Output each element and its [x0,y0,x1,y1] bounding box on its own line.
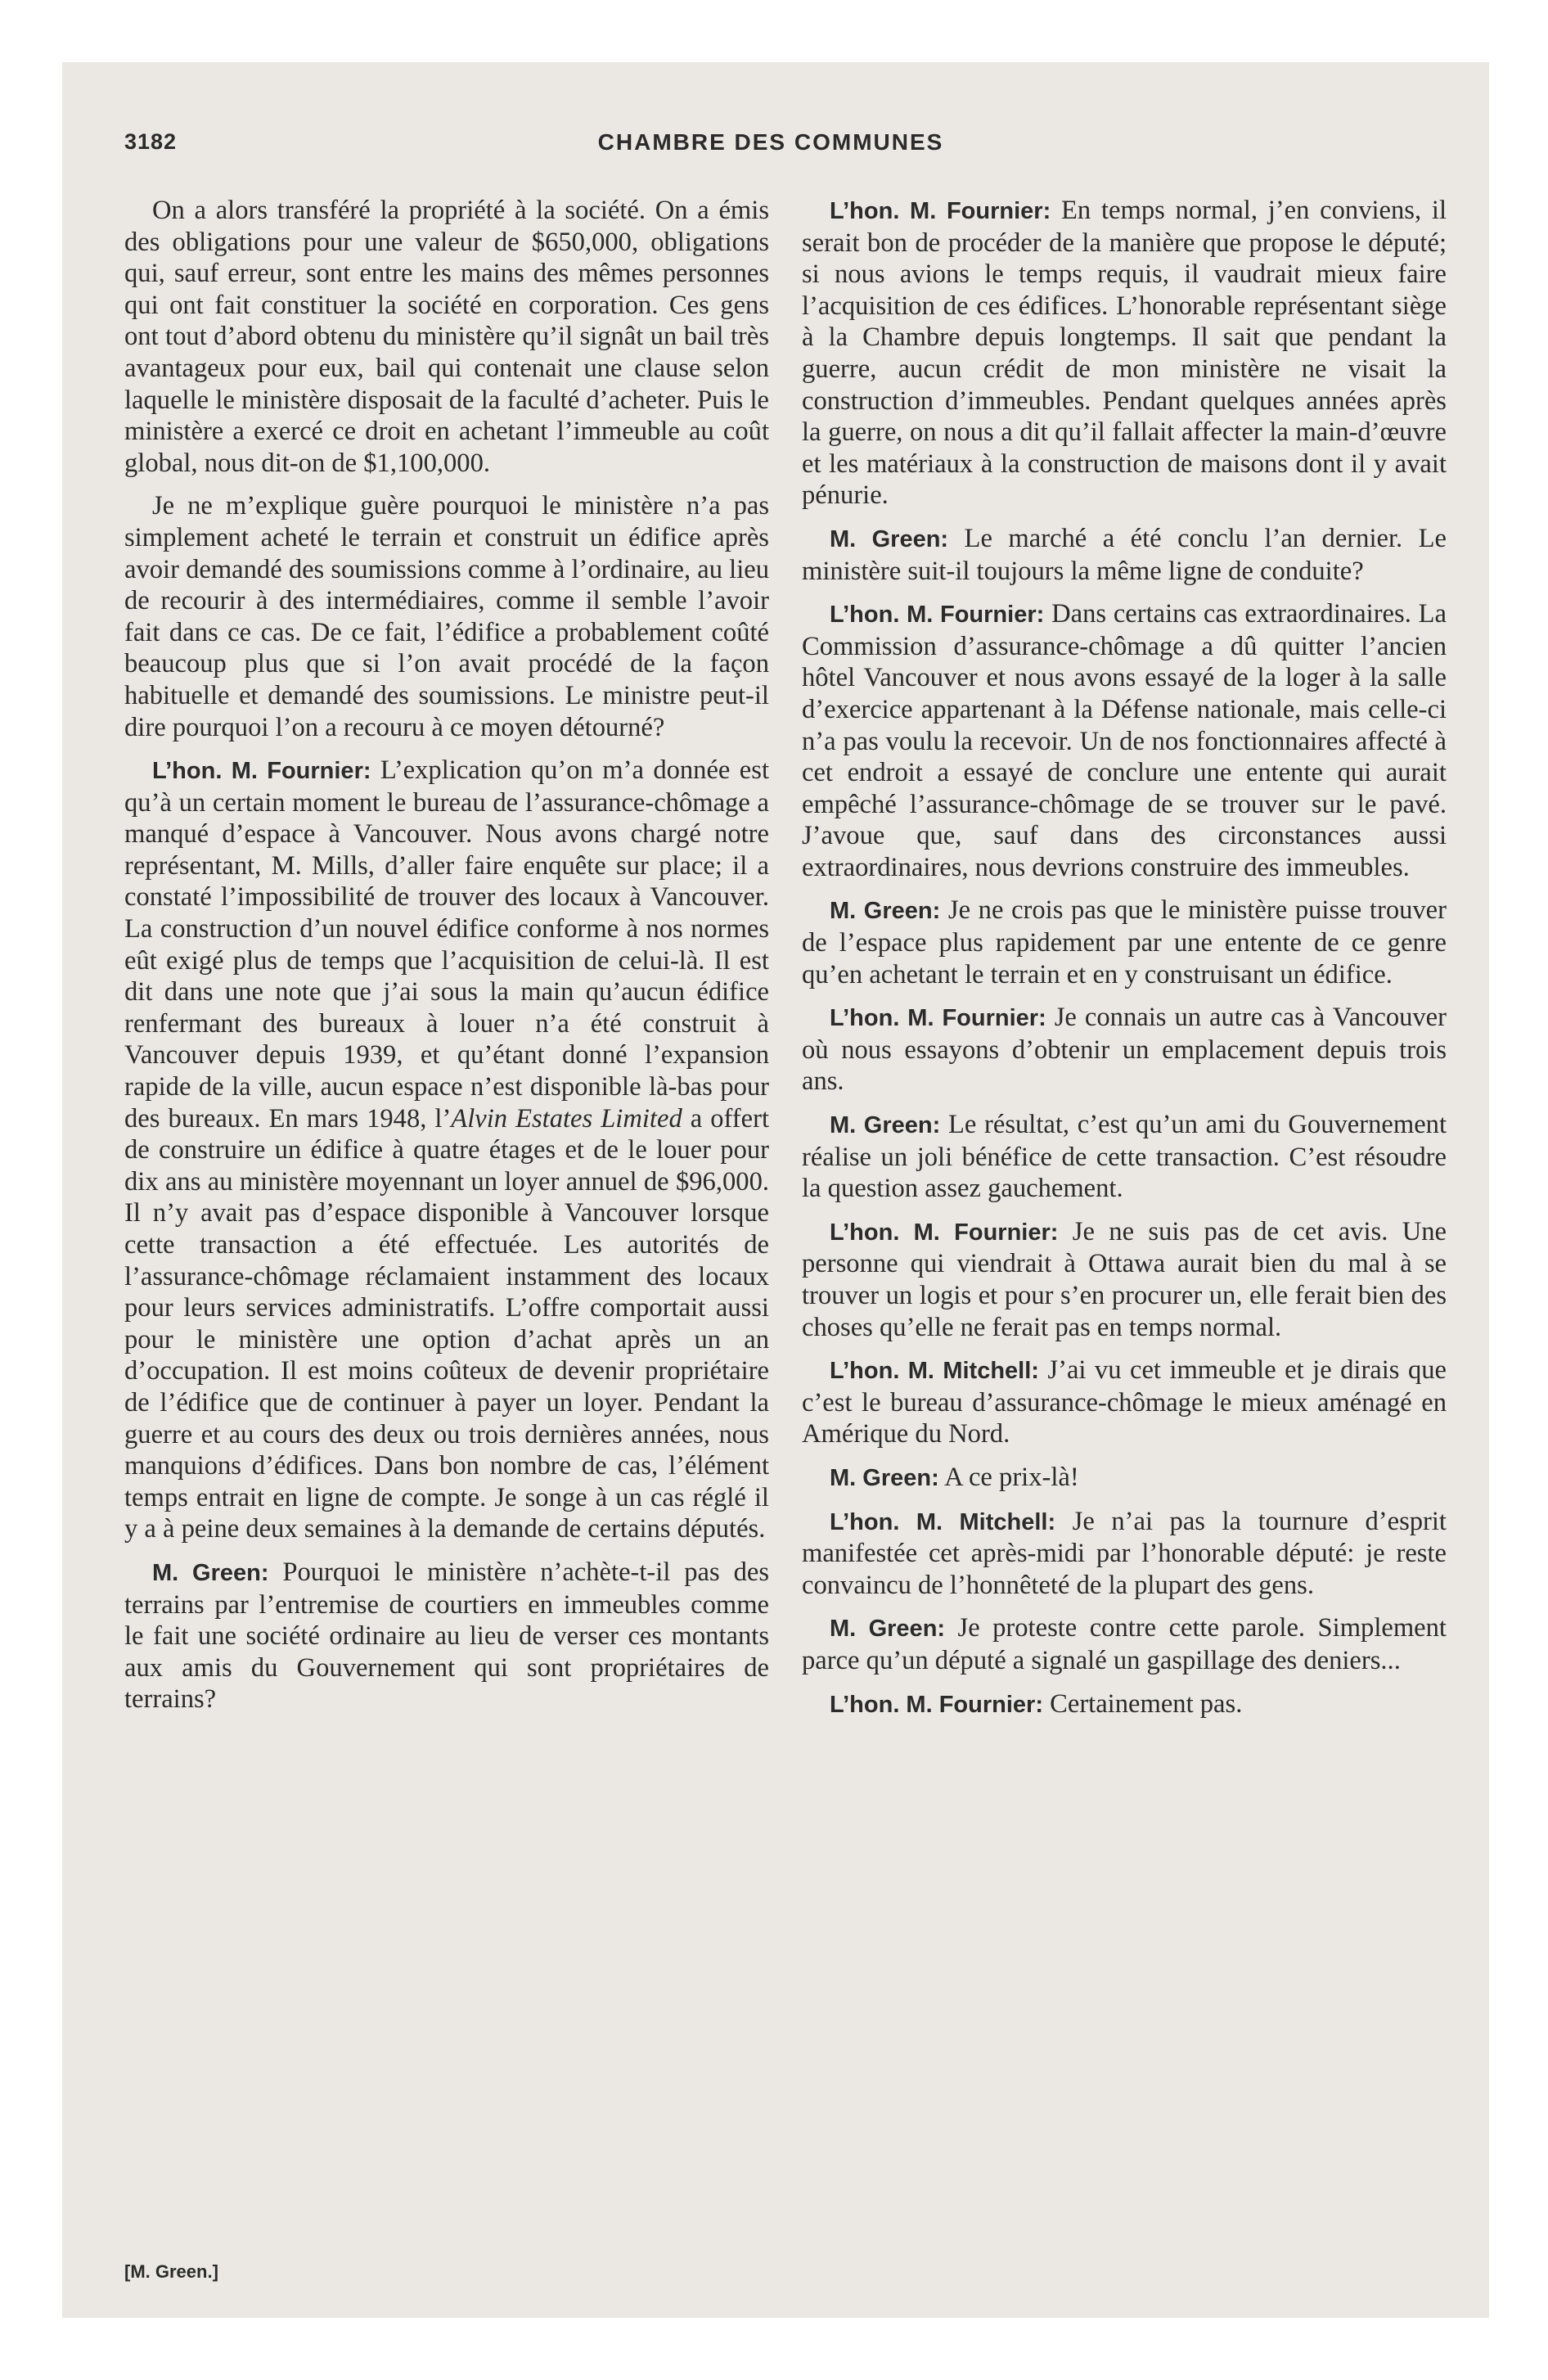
speech [802,598,1447,883]
speech-text: En temps normal, j’en conviens, il serait bon de procéder de la manière que propose le député; si nous avions le temps requis, il vaudrait mieux faire l’acquisition de ces édifices. L’honorable représentant siège à la Chambre depuis longtemps. Il sait que pendant la guerre, aucun crédit de mon ministère ne visait la construction d’immeubles. Pendant quelques années après la guerre, on nous a dit qu’il fallait affecter la main-d’œuvre et les matériaux à la construction de maisons dont il y avait pénurie. [802,196,1447,511]
speech-text: A ce prix-là! [938,1462,1079,1492]
paragraph [124,195,769,479]
speech [124,755,769,1545]
paragraph-text: Je ne m’explique guère pourquoi le ministère n’a pas simplement acheté le terrain et construit un édifice après avoir demandé des soumissions comme à l’ordinaire, au lieu de recourir à des intermédiaires, comme il semble l’avoir fait dans ce cas. De ce fait, l’édifice a probablement coûté beaucoup plus que si l’on avait procédé de la façon habituelle et demandé des soumissions. Le ministre peut-il dire pourquoi l’on a recouru à ce moyen détourné? [124,491,769,742]
speech [802,1688,1447,1721]
speech-text: Le marché a été conclu l’an dernier. Le ministère suit-il toujours la même ligne de conduite? [802,523,1447,586]
footer-catchword: [M. Green.] [124,2261,218,2282]
speech-text: Je connais un autre cas à Vancouver où nous essayons d’obtenir un emplacement depuis trois ans. [802,1003,1447,1097]
speaker-name: M. Green: [830,898,941,925]
speech [802,1109,1447,1205]
speaker-name: M. Green: [830,1112,941,1139]
page-number: 3182 [124,129,178,154]
speech-text: Pourquoi le ministère n’achète-t-il pas des terrains par l’entremise de courtiers en immeubles comme le fait une société ordinaire au lieu de verser ces montants aux amis du Gouvernement qui sont propriétaires de terrains? [124,1557,769,1715]
speech [802,195,1447,512]
speaker-name: M. Green: [830,1616,946,1643]
speech [802,1612,1447,1676]
right-column [802,195,1447,1732]
speech-text: Je ne suis pas de cet avis. Une personne qui viendrait à Ottawa aurait bien du mal à se trouver un logis et pour s’en procurer un, elle ferait bien des choses qu’elle ne ferait pas en temps normal. [802,1216,1447,1342]
speech-text: Je n’ai pas la tournure d’esprit manifestée cet après-midi par l’honorable député: je reste convaincu de l’honnêteté de la plupart des gens. [802,1506,1447,1600]
speech [802,1462,1447,1494]
company-name: Alvin Estates Limited [451,1103,682,1134]
speaker-name: L’hon. M. Fournier: [830,1005,1046,1032]
speech [802,1355,1447,1450]
speech [802,1506,1447,1602]
speech-text: L’explication qu’on m’a donnée est qu’à un certain moment le bureau de l’assurance-chômage a manqué d’espace à Vancouver. Nous avons chargé notre représentant, M. Mills, d’aller faire enquête sur place; il a constaté l’impossibilité de trouver des locaux à Vancouver. La construction d’un nouvel édifice conforme à nos normes eût exigé plus de temps que l’acquisition de celui-là. Il est dit dans une note que j’ai sous la main qu’aucun édifice renfermant des bureaux à louer n’a été construit à Vancouver depuis 1939, et qu’étant donné l’expansion rapide de la ville, aucun espace n’est disponible là-bas pour des bureaux. En mars 1948, l’ [124,755,769,1134]
speech-text: Je ne crois pas que le ministère puisse trouver de l’espace plus rapidement par une entente de ce genre qu’en achetant le terrain et en y construisant un édifice. [802,895,1447,989]
speech [802,1002,1447,1098]
speech [124,1557,769,1715]
left-column [124,195,769,1727]
speaker-name: L’hon. M. Mitchell: [830,1358,1039,1385]
speech-text: a offert de construire un édifice à quatre étages et de le louer pour dix ans au ministère moyennant un loyer annuel de $96,000. Il n’y avait pas d’espace disponible à Vancouver lorsque cette transaction a été effectuée. Les autorités de l’assurance-chômage réclamaient instamment des locaux pour leurs services administratifs. L’offre comportait aussi pour le ministère une option d’achat après un an d’occupation. Il est moins coûteux de devenir propriétaire de l’édifice que de continuer à payer un loyer. Pendant la guerre et au cours des deux ou trois dernières années, nous manquions d’édifices. Dans bon nombre de cas, l’élément temps entrait en ligne de compte. Je songe à un cas réglé il y a à peine deux semaines à la demande de certains députés. [124,1103,769,1544]
speaker-name: M. Green: [830,1464,939,1491]
speaker-name: L’hon. M. Mitchell: [830,1508,1056,1535]
speaker-name: L’hon. M. Fournier: [830,602,1045,629]
paragraph [124,490,769,743]
page-header [124,129,1417,165]
speaker-name: L’hon. M. Fournier: [830,1219,1059,1246]
speech-text: Dans certains cas extraordinaires. La Commission d’assurance-chômage a dû quitter l’ancien hôtel Vancouver et nous avons essayé de la loger à la salle d’exercice appartenant à la Défense nationale, mais celle-ci n’a pas voulu la recevoir. Un de nos fonctionnaires affecté à cet endroit a essayé de conclure une entente qui aurait empêché l’assurance-chômage de se trouver sur le pavé. J’avoue que, sauf dans des circonstances aussi extraordinaires, nous devrions construire des immeubles. [802,599,1447,882]
speech-text: Certainement pas. [1042,1688,1243,1719]
speaker-name: L’hon. M. Fournier: [830,198,1051,224]
speech-text: Le résultat, c’est qu’un ami du Gouvernement réalise un joli bénéfice de cette transaction. C’est résoudre la question assez gauchement. [802,1110,1447,1204]
speaker-name: M. Green: [830,525,949,552]
speaker-name: L’hon. M. Fournier: [830,1691,1043,1718]
running-head: CHAMBRE DES COMMUNES [597,129,944,155]
speaker-name: L’hon. M. Fournier: [152,758,371,785]
speech [802,1216,1447,1343]
speech-text: Je proteste contre cette parole. Simplement parce qu’un député a signalé un gaspillage des deniers... [802,1613,1447,1675]
speech [802,523,1447,587]
speaker-name: M. Green: [152,1559,269,1586]
speech [802,895,1447,990]
paragraph-text: On a alors transféré la propriété à la société. On a émis des obligations pour une valeur de $650,000, obligations qui, sauf erreur, sont entre les mains des mêmes personnes qui ont fait constituer la société en corporation. Ces gens ont tout d’abord obtenu du ministère qu’il signât un bail très avantageux pour eux, bail qui contenait une clause selon laquelle le ministère disposait de la faculté d’acheter. Puis le ministère a exercé ce droit en achetant l’immeuble au coût global, nous dit-on de $1,100,000. [124,196,769,478]
speech-text: J’ai vu cet immeuble et je dirais que c’est le bureau d’assurance-chômage le mieux aménagé en Amérique du Nord. [802,1355,1447,1449]
